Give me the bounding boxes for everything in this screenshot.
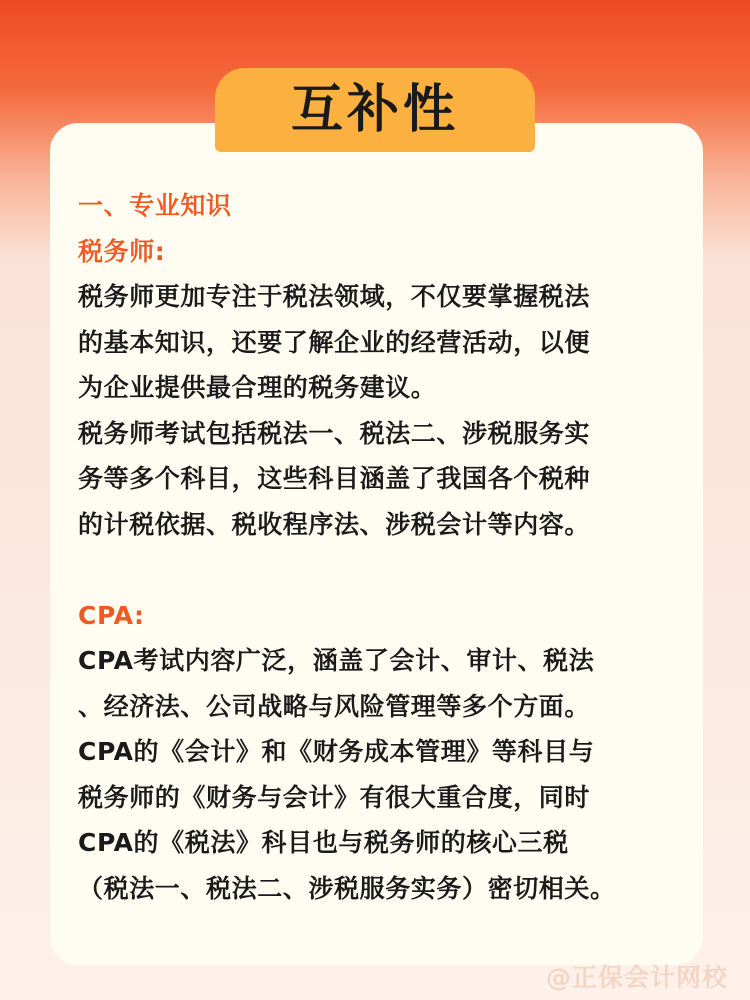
paragraph-line: CPA的《税法》科目也与税务师的核心三税 [78,828,569,857]
paragraph-line: CPA考试内容广泛，涵盖了会计、审计、税法 [78,646,595,675]
section-heading: 一、专业知识 [78,191,232,220]
section-spacer [78,547,690,593]
page-title: 互补性 [290,80,459,140]
paragraph-line: 的计税依据、税收程序法、涉税会计等内容。 [78,509,591,539]
article-body [78,183,690,911]
paragraph-line: 税务师考试包括税法一、税法二、涉税服务实 [78,418,591,448]
paragraph-line: 税务师更加专注于税法领域，不仅要掌握税法 [78,282,591,311]
paragraph-line: （税法一、税法二、涉税服务实务）密切相关。 [78,873,616,903]
paragraph-line: CPA的《会计》和《财务成本管理》等科目与 [78,737,595,766]
paragraph-line: 、经济法、公司战略与风险管理等多个方面。 [78,691,591,721]
title-tab [215,68,535,152]
cpa-label: CPA: [78,600,145,630]
paragraph-line: 为企业提供最合理的税务建议。 [78,373,437,402]
paragraph-line: 的基本知识，还要了解企业的经营活动，以便 [78,327,591,357]
paragraph-line: 税务师的《财务与会计》有很大重合度，同时 [78,782,591,812]
brand-watermark: @正保会计网校 [545,963,728,992]
paragraph-line: 务等多个科目，这些科目涵盖了我国各个税种 [78,464,591,493]
tax-advisor-label: 税务师: [78,236,166,266]
